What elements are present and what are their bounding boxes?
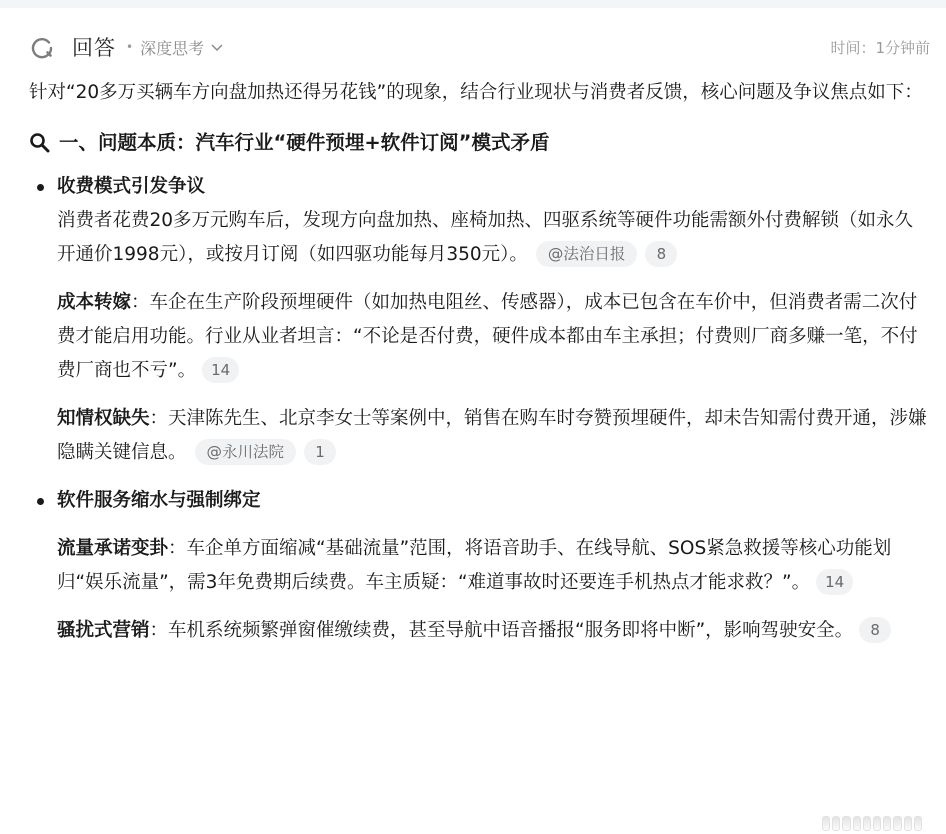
bullet-title: 软件服务缩水与强制绑定 [57,490,261,511]
separator-dot: • [126,40,134,54]
answer-title: 回答 [72,36,116,60]
top-divider [0,0,946,8]
bullet-title: 收费模式引发争议 [57,176,206,197]
deep-thinking-label: 深度思考 [140,38,205,58]
section-heading [29,128,929,158]
list-item [29,484,929,518]
reference-count-badge[interactable]: 14 [202,357,239,383]
reference-count-badge[interactable]: 8 [859,617,891,643]
source-chip[interactable]: @永川法院 [195,439,297,465]
paragraph [57,532,929,600]
timestamp: 时间：1分钟前 [830,38,930,57]
paragraph-lead: 成本转嫁 [57,292,132,313]
bullet-body [57,204,929,272]
paragraph-text: ：车企单方面缩减“基础流量”范围，将语音助手、在线导航、SOS紧急救援等核心功能划归“娱乐流量”，需3年免费期后续费。车主质疑：“难道事故时还要连手机热点才能求救？”。 [57,538,892,593]
bottom-fade [0,794,946,834]
paragraph-lead: 骚扰式营销 [57,620,150,641]
answer-body [29,76,929,648]
list-item [29,170,929,272]
answer-header [30,30,930,64]
more-indicator-icon[interactable] [822,816,924,830]
paragraph-text: ：车企在生产阶段预埋硬件（如加热电阻丝、传感器），成本已包含在车价中，但消费者需二次付费才能启用功能。行业从业者坦言：“不论是否付费，硬件成本都由车主承担；付费则厂商多赚一笔，不付费厂商也不亏”。 [57,292,918,381]
chevron-down-icon [210,40,224,54]
section-heading-text: 一、问题本质：汽车行业“硬件预埋+软件订阅”模式矛盾 [59,131,550,154]
reference-count-badge[interactable]: 14 [816,569,853,595]
search-icon [29,132,51,154]
reference-count-badge[interactable]: 8 [645,241,677,267]
paragraph-text: ：天津陈先生、北京李女士等案例中，销售在购车时夸赞预埋硬件，却未告知需付费开通，涉嫌隐瞒关键信息。 [57,408,927,463]
paragraph-text: ：车机系统频繁弹窗催缴续费，甚至导航中语音播报“服务即将中断”，影响驾驶安全。 [149,620,854,641]
deep-thinking-toggle[interactable] [140,36,224,59]
bullet-dot [37,184,44,191]
loading-spinner-icon [30,35,54,59]
bullet-dot [37,498,44,505]
source-chip[interactable]: @法治日报 [536,241,638,267]
paragraph-lead: 知情权缺失 [57,408,150,429]
reference-count-badge[interactable]: 1 [304,439,336,465]
bullet-body-text: 消费者花费20多万元购车后，发现方向盘加热、座椅加热、四驱系统等硬件功能需额外付费解锁（如永久开通价1998元），或按月订阅（如四驱功能每月350元）。 [57,210,914,265]
paragraph [57,402,929,470]
intro-paragraph: 针对“20多万买辆车方向盘加热还得另花钱”的现象，结合行业现状与消费者反馈，核心问题及争议焦点如下： [29,82,923,103]
paragraph-lead: 流量承诺变卦 [57,538,169,559]
paragraph [57,286,929,388]
paragraph [57,614,929,648]
